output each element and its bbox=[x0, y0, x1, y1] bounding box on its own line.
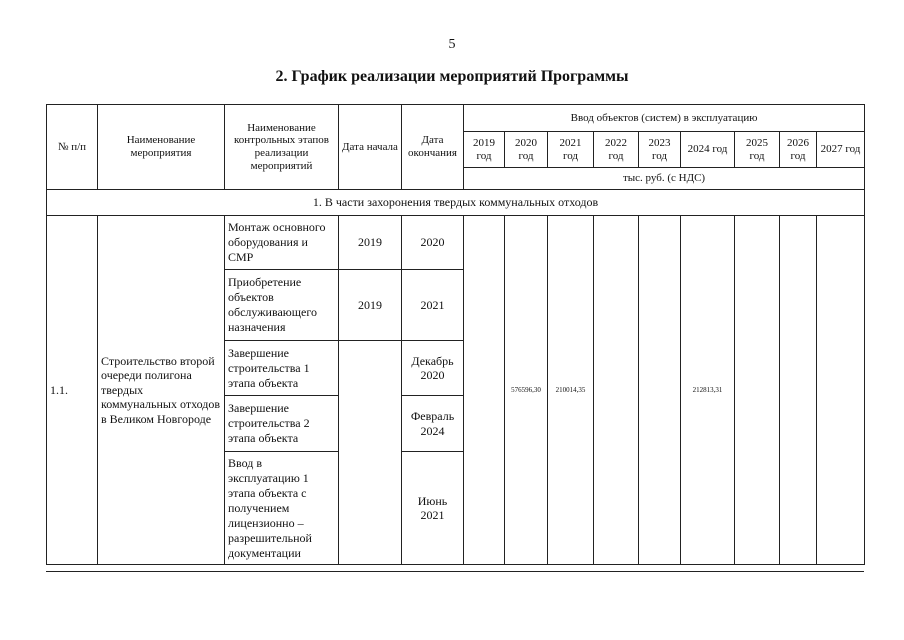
header-end-date: Дата окончания bbox=[402, 105, 464, 190]
header-num: № п/п bbox=[47, 105, 98, 190]
amount-cell: 212813,31 bbox=[681, 216, 735, 565]
header-commissioning: Ввод объектов (систем) в эксплуатацию bbox=[464, 105, 865, 132]
year-header: 2023 год bbox=[639, 132, 681, 168]
amount-cell: 576596,30 bbox=[505, 216, 548, 565]
stage-name: Завершение строительства 2 этапа объекта bbox=[225, 396, 339, 452]
amount-cell bbox=[817, 216, 865, 565]
stage-name: Приобретение объектов обслуживающего назначения bbox=[225, 270, 339, 341]
section-heading: 1. В части захоронения твердых коммунальных отходов bbox=[47, 190, 865, 216]
header-event-name: Наименование мероприятия bbox=[98, 105, 225, 190]
header-start-date: Дата начала bbox=[339, 105, 402, 190]
table-bottom-rule bbox=[46, 571, 864, 572]
year-header: 2019 год bbox=[464, 132, 505, 168]
amount-cell bbox=[464, 216, 505, 565]
year-header: 2024 год bbox=[681, 132, 735, 168]
stage-name: Завершение строительства 1 этапа объекта bbox=[225, 341, 339, 396]
stage-end: 2020 bbox=[402, 216, 464, 270]
page-title: 2. График реализации мероприятий Программы bbox=[275, 68, 629, 85]
year-header: 2020 год bbox=[505, 132, 548, 168]
amount-cell bbox=[780, 216, 817, 565]
stage-end: 2021 bbox=[402, 270, 464, 341]
page-number: 5 bbox=[448, 37, 456, 52]
stage-name: Монтаж основного оборудования и СМР bbox=[225, 216, 339, 270]
stage-end: Февраль 2024 bbox=[402, 396, 464, 452]
stage-start: 2019 bbox=[339, 216, 402, 270]
amount-cell bbox=[735, 216, 780, 565]
stage-name: Ввод в эксплуатацию 1 этапа объекта с получением лицензионно – разрешительной документации bbox=[225, 452, 339, 565]
year-header: 2027 год bbox=[817, 132, 865, 168]
stage-start bbox=[339, 341, 402, 565]
year-header: 2026 год bbox=[780, 132, 817, 168]
stage-end: Декабрь 2020 bbox=[402, 341, 464, 396]
header-stages-name: Наименование контрольных этапов реализации мероприятий bbox=[225, 105, 339, 190]
year-header: 2025 год bbox=[735, 132, 780, 168]
stage-start: 2019 bbox=[339, 270, 402, 341]
amount-cell bbox=[594, 216, 639, 565]
stage-end: Июнь 2021 bbox=[402, 452, 464, 565]
row-number: 1.1. bbox=[47, 216, 98, 565]
event-name: Строительство второй очереди полигона твердых коммунальных отходов в Великом Новгороде bbox=[98, 216, 225, 565]
units-label: тыс. руб. (с НДС) bbox=[464, 168, 865, 190]
schedule-table bbox=[46, 104, 865, 565]
year-header: 2021 год bbox=[548, 132, 594, 168]
amount-cell bbox=[639, 216, 681, 565]
amount-cell: 210014,35 bbox=[548, 216, 594, 565]
year-header: 2022 год bbox=[594, 132, 639, 168]
